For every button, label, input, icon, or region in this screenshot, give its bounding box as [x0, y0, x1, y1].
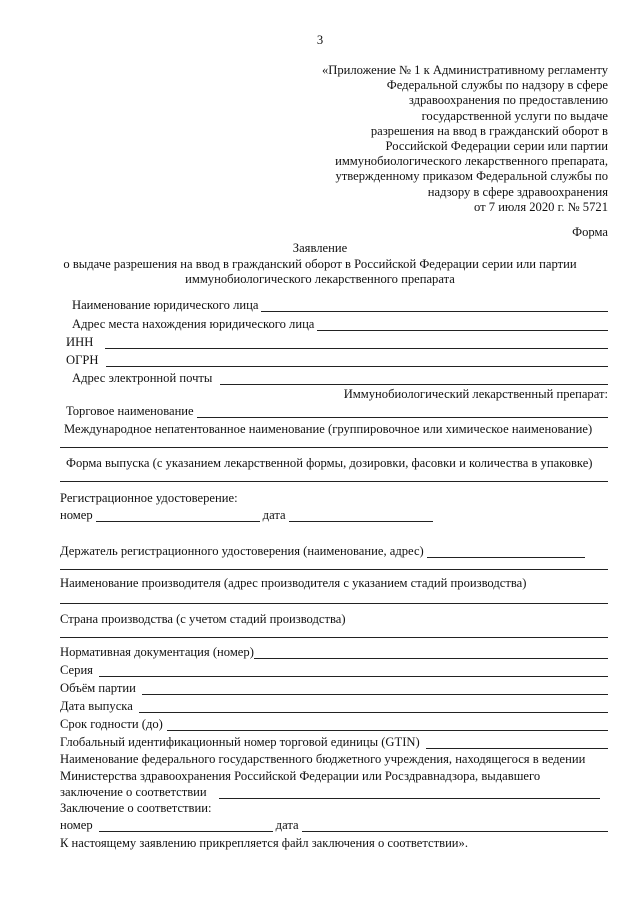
trade-name-input-line[interactable]: [197, 406, 608, 418]
title-line: Заявление: [292, 241, 348, 255]
release-form-input-line[interactable]: [60, 481, 608, 482]
appendix-header: [322, 63, 608, 215]
manufacturer-input-line[interactable]: [60, 603, 608, 604]
field-label: Адрес места нахождения юридического лица: [72, 317, 315, 331]
document-title: [0, 241, 640, 288]
field-label: ОГРН: [66, 353, 99, 367]
trade-name-row: [66, 404, 608, 418]
title-line: иммунобиологического лекарственного препарата: [185, 272, 455, 286]
org-address-input-line[interactable]: [317, 319, 608, 331]
release-date-input-line[interactable]: [139, 701, 608, 713]
conformity-row: [60, 818, 608, 832]
inn-row: [66, 335, 608, 349]
institution-label-1: Наименование федерального государственного бюджетного учреждения, находящегося в ведении: [60, 752, 586, 766]
release-form-label: Форма выпуска (с указанием лекарственной формы, дозировки, фасовки и количества в упаковке): [66, 456, 593, 470]
conformity-label: Заключение о соответствии:: [60, 801, 212, 815]
field-label: Объём партии: [60, 681, 136, 695]
attachment-note: К настоящему заявлению прикрепляется файл заключения о соответствии».: [60, 836, 468, 850]
page-number: 3: [316, 33, 324, 47]
series-row: [60, 663, 608, 677]
field-label: Дата выпуска: [60, 699, 133, 713]
series-input-line[interactable]: [99, 665, 608, 677]
conformity-date-input-line[interactable]: [302, 820, 608, 832]
title-line: о выдаче разрешения на ввод в гражданский оборот в Российской Федерации серии или партии: [63, 256, 577, 271]
field-label: Торговое наименование: [66, 404, 194, 418]
reg-date-input-line[interactable]: [289, 510, 433, 522]
appendix-line: «Приложение № 1 к Административному регламенту: [321, 63, 608, 77]
manufacturer-label: Наименование производителя (адрес производителя с указанием стадий производства): [60, 576, 527, 590]
email-input-line[interactable]: [220, 373, 608, 385]
field-label: Срок годности (до): [60, 717, 163, 731]
ogrn-input-line[interactable]: [106, 355, 608, 367]
reg-cert-label: Регистрационное удостоверение:: [60, 491, 238, 505]
email-row: [72, 371, 608, 385]
institution-input-line[interactable]: [219, 787, 600, 799]
inn-drug-input-line[interactable]: [60, 447, 608, 448]
field-label: Глобальный идентификационный номер торговой единицы (GTIN): [60, 735, 420, 749]
norm-docs-input-line[interactable]: [254, 647, 608, 659]
gtin-input-line[interactable]: [426, 737, 608, 749]
institution-label-2: Министерства здравоохранения Российской Федерации или Росздравнадзора, выдавшего: [60, 769, 541, 783]
appendix-line: от 7 июля 2020 г. № 5721: [473, 199, 608, 214]
field-label: номер: [60, 818, 93, 832]
conformity-number-input-line[interactable]: [99, 820, 273, 832]
appendix-line: Федеральной службы по надзору в сфере: [386, 78, 608, 93]
appendix-line: разрешения на ввод в гражданский оборот в: [370, 123, 608, 138]
field-label: Наименование юридического лица: [72, 298, 259, 312]
appendix-line: государственной услуги по выдаче: [421, 108, 608, 123]
norm-docs-row: [60, 645, 608, 659]
field-label: Серия: [60, 663, 93, 677]
field-label: Адрес электронной почты: [72, 371, 213, 385]
country-label: Страна производства (с учетом стадий производства): [60, 612, 346, 626]
drug-section-heading: Иммунобиологический лекарственный препарат:: [343, 387, 608, 401]
field-label: номер: [60, 508, 93, 522]
holder-input-line-2[interactable]: [60, 569, 608, 570]
field-label: ИНН: [66, 335, 94, 349]
appendix-line: Российской Федерации серии или партии: [385, 139, 608, 154]
ogrn-row: [66, 353, 608, 367]
field-label: заключение о соответствии: [60, 785, 207, 799]
field-label: дата: [275, 818, 299, 832]
reg-cert-row: [60, 508, 436, 522]
gtin-row: [60, 735, 608, 749]
inn-drug-label: Международное непатентованное наименование (группировочное или химическое наименование): [64, 422, 593, 436]
batch-volume-row: [60, 681, 608, 695]
form-label: Форма: [572, 225, 608, 239]
appendix-line: иммунобиологического лекарственного препарата,: [335, 154, 608, 169]
field-label: Нормативная документация (номер): [60, 645, 254, 659]
field-label: Держатель регистрационного удостоверения (наименование, адрес): [60, 544, 424, 558]
reg-number-input-line[interactable]: [96, 510, 260, 522]
org-name-row: [72, 298, 608, 312]
country-input-line[interactable]: [60, 637, 608, 638]
shelf-life-input-line[interactable]: [167, 719, 608, 731]
holder-input-line[interactable]: [427, 546, 585, 558]
holder-row: [60, 544, 588, 558]
org-name-input-line[interactable]: [261, 300, 608, 312]
appendix-line: надзору в сфере здравоохранения: [427, 184, 608, 199]
appendix-line: утвержденному приказом Федеральной службы по: [335, 169, 608, 184]
field-label: дата: [262, 508, 286, 522]
shelf-life-row: [60, 717, 608, 731]
org-address-row: [72, 317, 608, 331]
inn-input-line[interactable]: [105, 337, 608, 349]
appendix-line: здравоохранения по предоставлению: [408, 93, 608, 108]
release-date-row: [60, 699, 608, 713]
batch-volume-input-line[interactable]: [142, 683, 608, 695]
institution-row: [60, 785, 600, 799]
